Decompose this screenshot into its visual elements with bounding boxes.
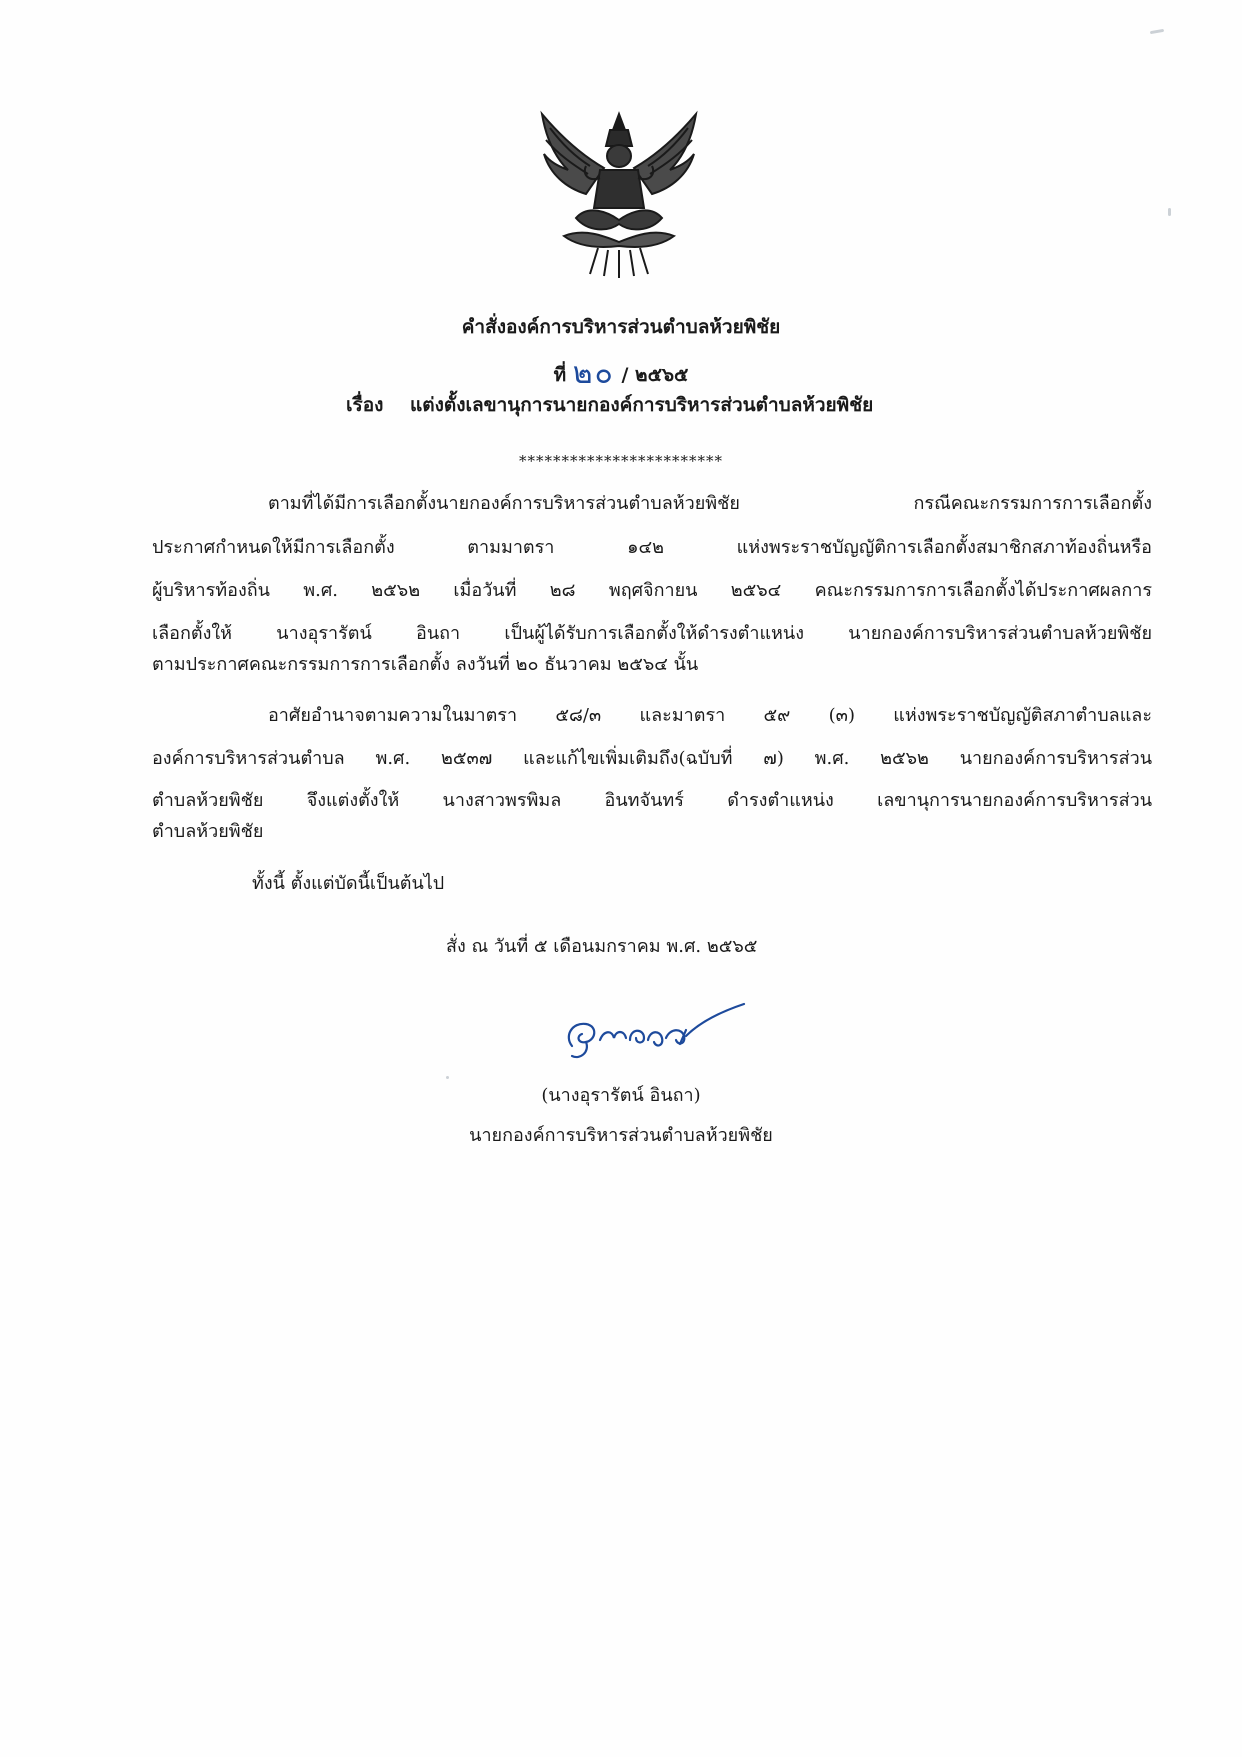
ordered-date: สั่ง ณ วันที่ ๕ เดือนมกราคม พ.ศ. ๒๕๖๕ — [446, 936, 758, 957]
paragraph-1-line-3: ผู้บริหารท้องถิ่น พ.ศ. ๒๕๖๒ เมื่อวันที่ ๒๘ พฤศจิกายน ๒๕๖๔ คณะกรรมการการเลือกตั้งได้ประกาศผลการ — [152, 580, 1152, 601]
effective-statement: ทั้งนี้ ตั้งแต่บัดนี้เป็นต้นไป — [252, 873, 445, 894]
signatory-name: (นางอุรารัตน์ อินถา) — [541, 1085, 701, 1106]
scan-speck — [446, 1076, 449, 1079]
separator-line: ************************ — [519, 452, 723, 470]
paragraph-2-line-1: อาศัยอำนาจตามความในมาตรา ๕๘/๓ และมาตรา ๕๙ (๓) แห่งพระราชบัญญัติสภาตำบลและ — [268, 705, 1152, 726]
order-subject-line — [346, 390, 873, 420]
order-title: คำสั่งองค์การบริหารส่วนตำบลห้วยพิชัย — [461, 316, 781, 338]
order-number-prefix: ที่ — [553, 364, 567, 386]
paragraph-2-line-2: องค์การบริหารส่วนตำบล พ.ศ. ๒๕๓๗ และแก้ไขเพิ่มเติมถึง(ฉบับที่ ๗) พ.ศ. ๒๕๖๒ นายกองค์การบริหารส่วน — [152, 748, 1153, 769]
scan-speck — [1150, 29, 1164, 34]
paragraph-1-line-4: เลือกตั้งให้ นางอุรารัตน์ อินถา เป็นผู้ได้รับการเลือกตั้งให้ดำรงตำแหน่ง นายกองค์การบริหารส่วนตำบลห้วยพิชัย — [152, 623, 1152, 644]
paragraph-2-line-4: ตำบลห้วยพิชัย — [152, 821, 264, 842]
paragraph-1-line-5: ตามประกาศคณะกรรมการการเลือกตั้ง ลงวันที่ ๒๐ ธันวาคม ๒๕๖๔ นั้น — [152, 654, 699, 675]
order-number-line — [0, 348, 1242, 395]
order-number-year: / ๒๕๖๕ — [621, 364, 689, 386]
order-number-handwritten: ๒๐ — [572, 356, 615, 391]
scan-speck — [1168, 208, 1171, 216]
handwritten-signature — [560, 1000, 750, 1070]
signatory-position: นายกองค์การบริหารส่วนตำบลห้วยพิชัย — [469, 1125, 773, 1146]
subject-label: เรื่อง — [346, 394, 384, 416]
paragraph-2-line-3: ตำบลห้วยพิชัย จึงแต่งตั้งให้ นางสาวพรพิมล อินทจันทร์ ดำรงตำแหน่ง เลขานุการนายกองค์การบริหารส่วน — [152, 790, 1152, 811]
subject-text: แต่งตั้งเลขานุการนายกองค์การบริหารส่วนตำบลห้วยพิชัย — [410, 394, 874, 416]
garuda-emblem-icon — [528, 108, 710, 280]
paragraph-1-line-2: ประกาศกำหนดให้มีการเลือกตั้ง ตามมาตรา ๑๔๒ แห่งพระราชบัญญัติการเลือกตั้งสมาชิกสภาท้องถิ่นหรือ — [152, 537, 1152, 558]
paragraph-1-line-1: ตามที่ได้มีการเลือกตั้งนายกองค์การบริหารส่วนตำบลห้วยพิชัย กรณีคณะกรรมการการเลือกตั้ง — [268, 493, 1152, 514]
